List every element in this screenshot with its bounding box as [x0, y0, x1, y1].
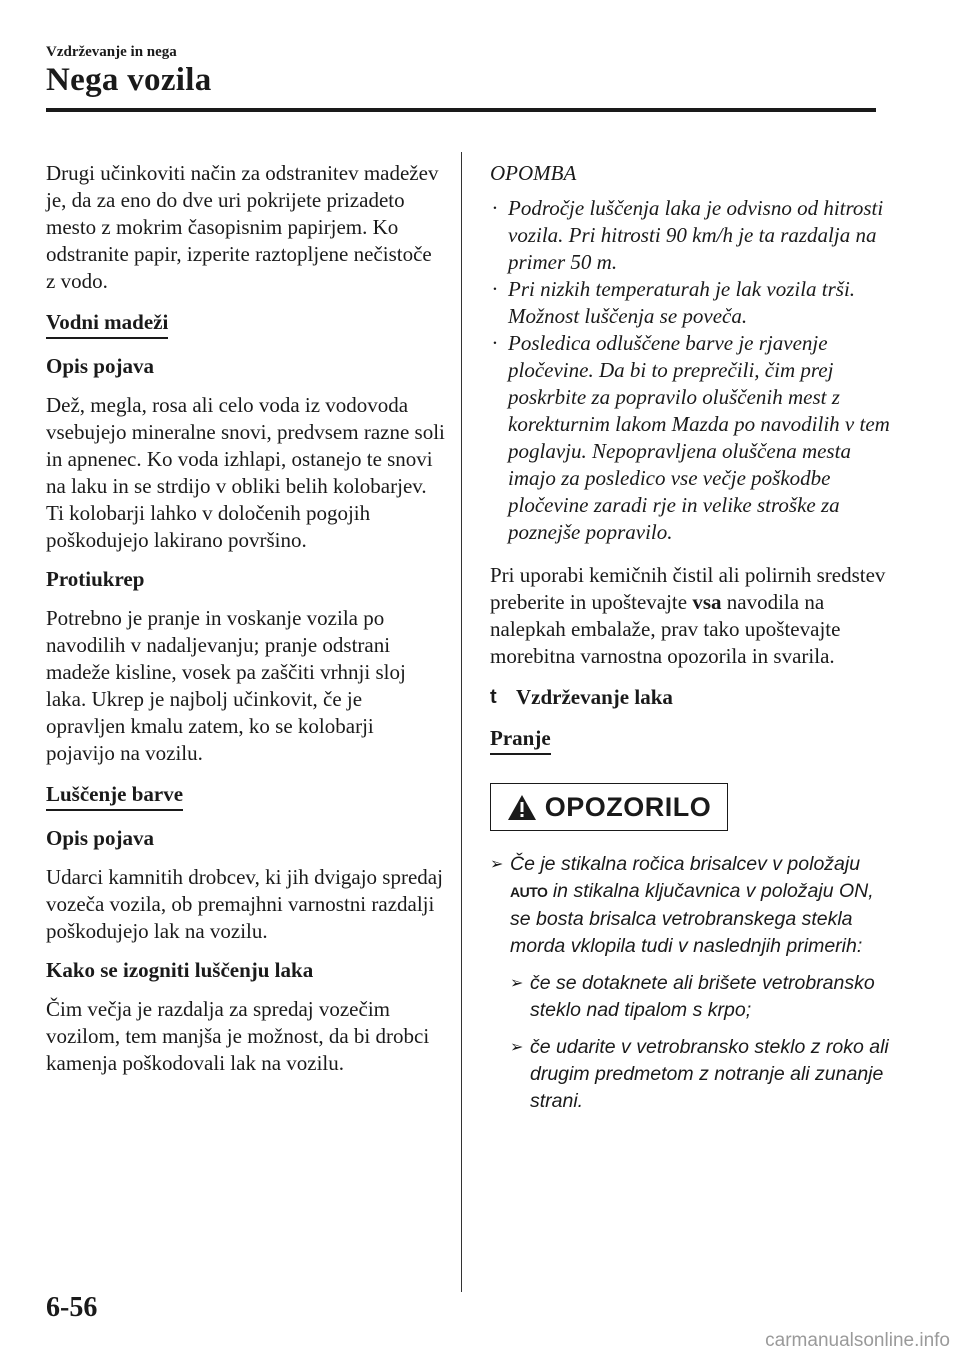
warning-triangle-icon [507, 794, 537, 821]
warning-text-start: Če je stikalna ročica brisalcev v položaju [510, 853, 861, 875]
chipping-desc-paragraph: Udarci kamnitih drobcev, ki jih dvigajo spredaj vozeča vozila, ob premajhni varnostni razdalji poškodujejo lak na vozilu. [46, 865, 443, 943]
note-text: Področje luščenja laka je odvisno od hitrosti vozila. Pri hitrosti 90 km/h je ta razdalja na primer 50 m. [508, 196, 884, 274]
note-text: Pri nizkih temperaturah je lak vozila trši. Možnost luščenja se poveča. [508, 277, 856, 328]
page-number: 6-56 [46, 1292, 98, 1323]
note-list [490, 195, 890, 546]
avoid-chipping-heading: Kako se izogniti luščenju laka [46, 958, 314, 982]
note-item [490, 330, 890, 546]
water-desc-paragraph: Dež, megla, rosa ali celo voda iz vodovoda vsebujejo mineralne snovi, predvsem razne soli in apnenec. Ko voda izhlapi, ostanejo te snovi na laku in se strdijo v obliki belih kolobarjev. Ti kolobarji lahko v določenih pogojih poškodujejo lakirano površino. [46, 393, 445, 552]
bullet-icon: · [492, 277, 498, 301]
note-item [490, 195, 890, 276]
paint-maintenance-heading [490, 684, 890, 711]
note-item [490, 276, 890, 330]
bullet-icon: · [492, 196, 498, 220]
chemicals-emphasis: vsa [692, 590, 722, 614]
arrow-icon: ➢ [510, 975, 524, 992]
countermeasure-paragraph: Potrebno je pranje in voskanje vozila po navodilih v nadaljevanju; pranje odstrani madeže kisline, vosek pa zaščiti vrhnji sloj laka. Ukrep je najbolj učinkovit, če je opravljen kmalu zatem, ko se kolobarji pojavijo na vozilu. [46, 606, 406, 765]
avoid-chipping-paragraph: Čim večja je razdalja za spredaj vozečim vozilom, tem manjša je možnost, da bi drobci kamenja poškodovali lak na vozilu. [46, 997, 430, 1075]
warning-text-end: in stikalna ključavnica v položaju ON, se bosta brisalca vetrobranskega stekla morda vklopila tudi v naslednjih primerih: [510, 880, 874, 957]
warning-subitem [490, 1034, 890, 1115]
warning-content [490, 851, 890, 1115]
section-label: Vzdrževanje in nega [46, 44, 177, 60]
washing-heading: Pranje [490, 725, 551, 755]
warning-label: OPOZORILO [544, 791, 712, 822]
bullet-icon: · [492, 331, 498, 355]
column-divider [461, 152, 462, 1292]
note-text: Posledica odluščene barve je rjavenje pločevine. Da bi to preprečili, čim prej poskrbite za popravilo oluščenih mest z korekturnim lakom Mazda po navodilih v tem poglavju. Nepopravljena oluščena mesta imajo za posledico vse večje poškodbe pločevine zaradi rje in velike stroške za poznejše popravilo. [508, 331, 890, 544]
right-column [490, 160, 890, 1119]
watermark: carmanualsonline.info [765, 1330, 950, 1351]
page-title: Nega vozila [46, 62, 212, 98]
arrow-icon: ➢ [490, 856, 504, 873]
warning-subitem-text: če udarite v vetrobransko steklo z roko ali drugim predmetom z notranje ali zunanje strani. [530, 1036, 889, 1112]
note-title: OPOMBA [490, 161, 577, 185]
chemicals-text-end: navodila na nalepkah embalaže, prav tako upoštevajte morebitna varnostna opozorila in svarila. [490, 590, 841, 668]
chipping-heading: Luščenje barve [46, 781, 183, 811]
chemicals-text-start: Pri uporabi kemičnih čistil ali polirnih sredstev preberite in upoštevajte [490, 563, 886, 614]
countermeasure-heading: Protiukrep [46, 567, 145, 591]
chemicals-paragraph [490, 562, 890, 670]
section-marker-icon: t [490, 686, 497, 708]
warning-subitem-text: če se dotaknete ali brišete vetrobransko steklo nad tipalom s krpo; [530, 972, 875, 1021]
warning-box [490, 783, 728, 831]
paint-maintenance-heading-text: Vzdrževanje laka [516, 685, 673, 709]
arrow-icon: ➢ [510, 1039, 524, 1056]
auto-position-icon: AUTO [510, 884, 548, 900]
warning-subitem [490, 970, 890, 1024]
warning-item [490, 851, 890, 960]
intro-paragraph: Drugi učinkoviti način za odstranitev madežev je, da za eno do dve uri pokrijete prizadeto mesto z mokrim časopisnim papirjem. Ko odstranite papir, izperite raztopljene nečistoče z vodo. [46, 161, 439, 293]
water-desc-heading: Opis pojava [46, 354, 154, 378]
water-stains-heading: Vodni madeži [46, 309, 168, 339]
chipping-desc-heading: Opis pojava [46, 826, 154, 850]
left-column [46, 160, 446, 1089]
header-rule [46, 108, 876, 112]
